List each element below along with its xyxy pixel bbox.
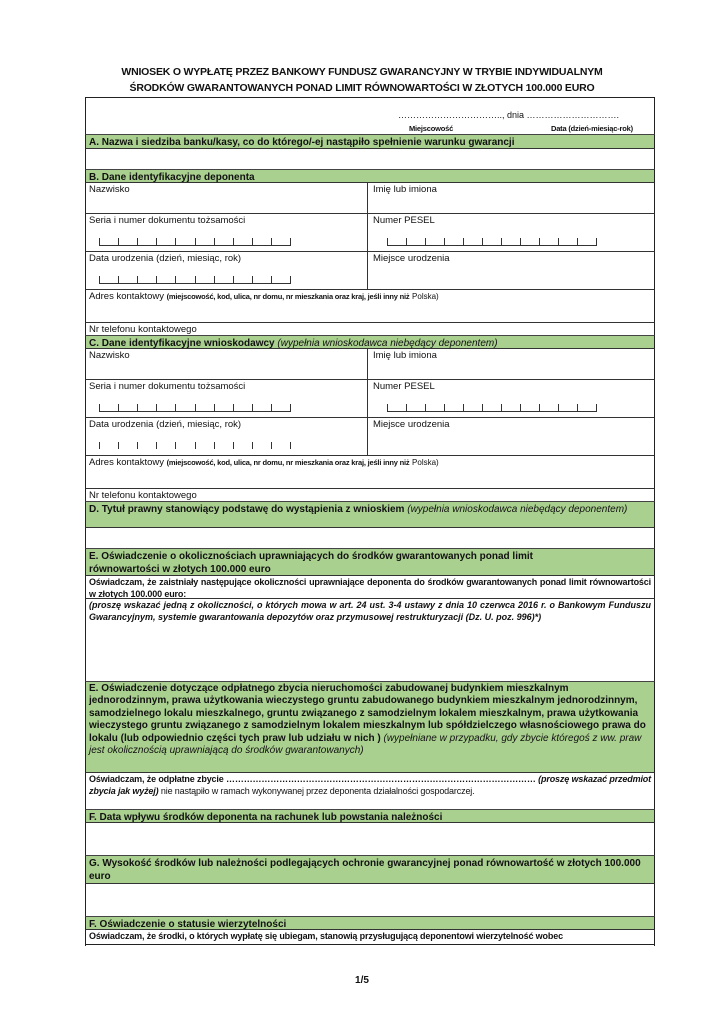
box-separator-tick [290, 238, 291, 245]
c-address-row[interactable] [85, 455, 655, 488]
box-separator-tick [233, 238, 234, 245]
box-separator-tick [271, 442, 272, 449]
b-id-row [85, 213, 655, 251]
box-separator-tick [99, 404, 100, 411]
e2-statement [85, 772, 655, 809]
deposit-date-field[interactable] [85, 822, 655, 855]
b-address-title: Adres kontaktowy [89, 291, 164, 302]
box-separator-tick [214, 442, 215, 449]
c-phone-row[interactable] [85, 488, 655, 501]
box-separator-tick [577, 404, 578, 411]
c-pesel-label: Numer PESEL [373, 381, 435, 392]
protected-amount-field[interactable] [85, 883, 655, 916]
box-separator-tick [596, 404, 597, 411]
column-divider [367, 380, 368, 417]
box-separator-tick [99, 238, 100, 245]
box-separator-tick [290, 276, 291, 283]
section-f2-header: F. Oświadczenie o statusie wierzytelności [85, 916, 655, 929]
c-id-row [85, 379, 655, 417]
b-address-row[interactable] [85, 289, 655, 322]
b-birth-date-boxes[interactable] [99, 274, 291, 284]
b-pesel-boxes[interactable] [387, 236, 597, 246]
box-separator-tick [156, 276, 157, 283]
c-address-title: Adres kontaktowy [89, 457, 164, 468]
c-first-names-label: Imię lub imiona [373, 350, 437, 361]
b-birth-place-label: Miejsce urodzenia [373, 253, 450, 264]
box-separator-tick [463, 404, 464, 411]
e2-statement-end: nie nastąpiło w ramach wykonywanej przez deponenta działalności gospodarczej. [160, 785, 475, 796]
b-address-label [89, 291, 439, 303]
box-separator-tick [175, 276, 176, 283]
box-separator-tick [233, 276, 234, 283]
column-divider [367, 214, 368, 251]
e1-circumstances-field[interactable] [85, 598, 655, 681]
box-separator-tick [290, 442, 291, 449]
box-separator-tick [118, 404, 119, 411]
box-separator-tick [406, 238, 407, 245]
b-phone-label: Nr telefonu kontaktowego [89, 324, 197, 335]
box-separator-tick [233, 404, 234, 411]
e2-statement-start[interactable]: Oświadczam, że odpłatne zbycie …………………………………………………………………………………………… [89, 774, 536, 784]
section-d-note: (wypełnia wnioskodawca niebędący deponentem) [407, 504, 628, 515]
section-a-header: A. Nazwa i siedziba banku/kasy, co do którego/-ej nastąpiło spełnienie warunku gwarancji [85, 134, 655, 148]
column-divider [367, 418, 368, 455]
bank-name-field[interactable] [85, 148, 655, 169]
box-separator-tick [539, 238, 540, 245]
c-pesel-boxes[interactable] [387, 402, 597, 412]
box-separator-tick [425, 238, 426, 245]
box-separator-tick [463, 238, 464, 245]
box-separator-tick [137, 238, 138, 245]
box-separator-tick [406, 404, 407, 411]
box-separator-tick [175, 404, 176, 411]
box-separator-tick [271, 276, 272, 283]
c-address-hint-end: Polska) [412, 458, 439, 467]
box-separator-tick [137, 442, 138, 449]
box-separator-tick [175, 238, 176, 245]
b-address-hint: (miejscowość, kod, ulica, nr domu, nr mieszkania oraz kraj, jeśli inny niż [166, 292, 410, 301]
form-title-line-2: ŚRODKÓW GWARANTOWANYCH PONAD LIMIT RÓWNOWARTOŚCI W ZŁOTYCH 100.000 EURO [129, 82, 595, 94]
section-e2-note: (wypełniane w przypadku, gdy zbycie któregoś z ww. praw jest okolicznością uprawniającą do środków gwarantowanych) [89, 732, 642, 757]
b-birth-date-label: Data urodzenia (dzień, miesiąc, rok) [89, 253, 242, 264]
box-separator-tick [118, 442, 119, 449]
box-separator-tick [137, 276, 138, 283]
box-separator-tick [444, 238, 445, 245]
f2-statement: Oświadczam, że środki, o których wypłatę się ubiegam, stanowią przysługującą deponentowi wierzytelność wobec [85, 929, 655, 945]
box-separator-tick [252, 276, 253, 283]
section-d-title: D. Tytuł prawny stanowiący podstawę do wystąpienia z wnioskiem [89, 504, 405, 515]
box-separator-tick [156, 238, 157, 245]
c-surname-label: Nazwisko [89, 350, 130, 361]
section-c-header [85, 335, 655, 348]
box-separator-tick [290, 404, 291, 411]
e2-statement-italic: (proszę wskazać przedmiot zbycia jak wyżej) [89, 774, 651, 796]
box-separator-tick [271, 238, 272, 245]
box-separator-tick [271, 404, 272, 411]
box-separator-tick [558, 404, 559, 411]
box-separator-tick [482, 404, 483, 411]
c-address-label [89, 457, 439, 469]
section-d-header [85, 501, 655, 527]
box-separator-tick [118, 276, 119, 283]
box-separator-tick [195, 238, 196, 245]
section-c-title: C. Dane identyfikacyjne wnioskodawcy [89, 338, 275, 349]
box-separator-tick [482, 238, 483, 245]
b-id-document-label: Seria i numer dokumentu tożsamości [89, 215, 246, 226]
box-separator-tick [596, 238, 597, 245]
c-address-hint: (miejscowość, kod, ulica, nr domu, nr mieszkania oraz kraj, jeśli inny niż [166, 458, 410, 467]
box-separator-tick [520, 404, 521, 411]
b-birth-row [85, 251, 655, 289]
box-separator-tick [156, 442, 157, 449]
box-separator-tick [195, 276, 196, 283]
c-birth-date-boxes[interactable] [99, 440, 291, 449]
box-separator-tick [252, 404, 253, 411]
box-separator-tick [558, 238, 559, 245]
c-id-document-boxes[interactable] [99, 402, 291, 412]
b-surname-label: Nazwisko [89, 184, 130, 195]
box-separator-tick [520, 238, 521, 245]
form-title-line-1: WNIOSEK O WYPŁATĘ PRZEZ BANKOWY FUNDUSZ GWARANCYJNY W TRYBIE INDYWIDUALNYM [121, 66, 603, 78]
c-birth-place-label: Miejsce urodzenia [373, 419, 450, 430]
box-separator-tick [137, 404, 138, 411]
box-separator-tick [214, 276, 215, 283]
box-separator-tick [214, 238, 215, 245]
e1-instruction: (proszę wskazać jedną z okoliczności, o których mowa w art. 24 ust. 3-4 ustawy z dnia 10 czerwca 2016 r. o Bankowym Funduszu Gwarancyjnym, systemie gwarantowania depozytów oraz przymusowej restrukturyzacji (Dz. U. poz. 996)*) [89, 600, 651, 622]
legal-title-field[interactable] [85, 527, 655, 548]
section-g-header: G. Wysokość środków lub należności podlegających ochronie gwarancyjnej ponad równowartość w złotych 100.000 euro [85, 855, 655, 883]
b-phone-row[interactable] [85, 322, 655, 335]
box-separator-tick [214, 404, 215, 411]
box-separator-tick [252, 442, 253, 449]
section-e2-title: E. Oświadczenie dotyczące odpłatnego zbycia nieruchomości zabudowanej budynkiem mieszkalnym jednorodzinnym, prawa użytkowania wieczystego gruntu zabudowanego budynkiem mieszkalnym jednorodzinnym, samodzielnego lokalu mieszkalnego, gruntu związanego z samodzielnym lokalem mieszkalnym, prawa użytkowania wieczystego gruntu związanego z samodzielnym lokalem mieszkalnym lub spółdzielczego własnościowego prawa do lokalu (lub odpowiednio części tych praw lub udziału w nich ) [89, 683, 646, 744]
c-id-document-label: Seria i numer dokumentu tożsamości [89, 381, 246, 392]
section-e2-header [85, 681, 655, 772]
box-separator-tick [539, 404, 540, 411]
section-c-note: (wypełnia wnioskodawca niebędący deponentem) [277, 338, 498, 349]
box-separator-tick [387, 238, 388, 245]
b-address-hint-end: Polska) [412, 292, 439, 301]
column-divider [367, 252, 368, 289]
box-separator-tick [577, 238, 578, 245]
section-b-header: B. Dane identyfikacyjne deponenta [85, 169, 655, 182]
box-separator-tick [99, 442, 100, 449]
box-separator-tick [175, 442, 176, 449]
box-separator-tick [118, 238, 119, 245]
box-separator-tick [501, 238, 502, 245]
place-label: Miejscowość [409, 124, 454, 133]
box-separator-tick [233, 442, 234, 449]
section-e1-header: E. Oświadczenie o okolicznościach uprawniających do środków gwarantowanych ponad limit równowartości w złotych 100.000 euro [85, 548, 655, 575]
c-name-row [85, 348, 655, 379]
place-date-field[interactable]: …………………………….., dnia …………………………. [398, 110, 620, 120]
box-separator-tick [252, 238, 253, 245]
b-first-names-label: Imię lub imiona [373, 184, 437, 195]
b-id-document-boxes[interactable] [99, 236, 291, 246]
c-birth-date-label: Data urodzenia (dzień, miesiąc, rok) [89, 419, 242, 430]
column-divider [367, 183, 368, 213]
box-separator-tick [387, 404, 388, 411]
box-separator-tick [195, 404, 196, 411]
e1-statement: Oświadczam, że zaistniały następujące okoliczności uprawniające deponenta do środków gwarantowanych ponad limit równowartości w złotych 100.000 euro: [85, 575, 655, 598]
column-divider [367, 349, 368, 379]
b-pesel-label: Numer PESEL [373, 215, 435, 226]
box-separator-tick [195, 442, 196, 449]
box-separator-tick [156, 404, 157, 411]
place-date-row [85, 97, 655, 134]
box-separator-tick [444, 404, 445, 411]
date-label: Data (dzień-miesiąc-rok) [551, 124, 633, 133]
c-phone-label: Nr telefonu kontaktowego [89, 490, 197, 501]
section-f1-header: F. Data wpływu środków deponenta na rachunek lub powstania należności [85, 809, 655, 822]
box-separator-tick [425, 404, 426, 411]
b-name-row [85, 182, 655, 213]
c-birth-row [85, 417, 655, 455]
box-separator-tick [501, 404, 502, 411]
box-separator-tick [99, 276, 100, 283]
page-number: 1/5 [355, 975, 369, 986]
